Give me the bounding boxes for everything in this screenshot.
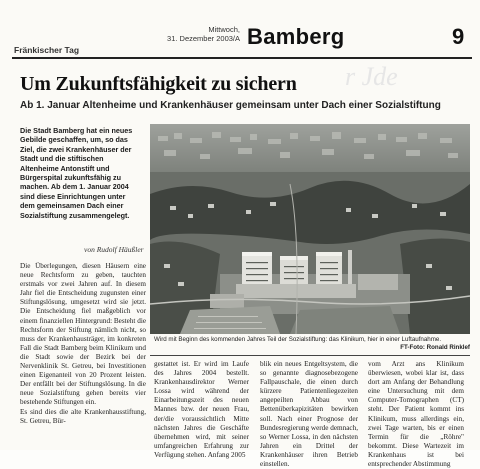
article-column-3: blik ein neues Entgeltsystem, die so genannte diagnosebezogene Fallpauschale, die einen durch kürzere Patientenliegezeiten angepeilten Abbau von Bettenüberkapizitäten bewirken soll. Nach einer Prognose der Bundesregierung werde demnach, so Werner Lossa, in den nächsten Jahren ein Drittel der Krankenhäuser ihren Betrieb einstellen. xyxy=(260,360,358,469)
weekday: Mittwoch, xyxy=(208,25,240,34)
issue-date: 31. Dezember 2003/A xyxy=(167,34,240,43)
newspaper-name: Fränkischer Tag xyxy=(14,45,80,55)
article-headline: Um Zukunftsfähigkeit zu sichern xyxy=(20,73,297,95)
article-column-4: vom Arzt ans Klinikum überwiesen, wobei klar ist, dass dort am Anfang der Behandlung eine Untersuchung mit dem Computer-Tomographen (CT) steht. Der Patient kommt ins Klinikum, muss allerdings ein, zwei Tage warten, bis er einen Termin für die „Röhre" bekommt. Diese Wartezeit im Krankenhaus ist bei entsprechender Abstimmung xyxy=(368,360,464,469)
dateline xyxy=(162,25,240,43)
page-number: 9 xyxy=(452,24,465,49)
aerial-photo-hospital xyxy=(150,124,470,334)
article-subhead: Ab 1. Januar Altenheime und Krankenhäuser gemeinsam unter Dach einer Sozialstiftung xyxy=(20,100,441,111)
caption-rule xyxy=(150,355,470,356)
article-column-1: Die Überlegungen, diesen Häusern eine neue Rechtsform zu geben, tauchten erstmals vor zwei Jahren auf. In diesem Jahr fiel die Entscheidung zugunsten einer Stiftungslösung, umgesetzt wird sie jetzt. Die Entscheidung fiel maßgeblich vor einem finanziellen Hintergrund: Besteht die Rechtsform der Stiftung nämlich nicht, so muss der Krankenhausträger, im konkreten Fall die Stadt Bamberg beim Klinikum und die Stadt sowie der Bezirk bei der Nervenklinik St. Getreu, bei Investitionen einen Eigenanteil von 20 Prozent leisten. Der entfällt bei der Stiftungslösung. In die neue Sozialstiftung gehen bereits vier bestehende Stiftungen ein. Es sind dies die alte Krankenhausstiftung, St. Getreu, Bür- xyxy=(20,262,147,425)
article-author: von Rudolf Häußler xyxy=(84,245,144,254)
article-column-2: gestattet ist. Er wird im Laufe des Jahres 2004 bestellt. Krankenhausdirektor Werner Lossa wird während der Einarbeitungszeit des neuen Mannes bzw. der neuen Frau, der/die voraussichtlich Mitte nächsten Jahres die Geschäfte übernehmen wird, mit seiner umfangreichen Erfahrung zur Verfügung stehen. Anfang 2005 xyxy=(154,360,249,459)
bleed-through-text: r Jde xyxy=(345,62,398,91)
photo-credit: FT-Foto: Ronald Rinklef xyxy=(400,344,470,351)
section-title: Bamberg xyxy=(247,24,345,49)
caption-text: Wird mit Beginn des kommenden Jahres Teil der Sozialstiftung: das Klinikum, hier in einer Luftaufnahme. xyxy=(154,336,442,343)
article-lead: Die Stadt Bamberg hat ein neues Gebilde geschaffen, um, so das Ziel, die zwei Krankenhäuser der Stadt und die stiftischen Altenheime Antonstift und Bürgerspital zukunftsfähig zu machen. Ab dem 1. Januar 2004 sind diese Einrichtungen unter dem gemeinsamen Dach einer Sozialstiftung zusammengelegt. xyxy=(20,126,133,220)
photo-caption xyxy=(154,336,470,352)
header-rule xyxy=(12,57,472,59)
